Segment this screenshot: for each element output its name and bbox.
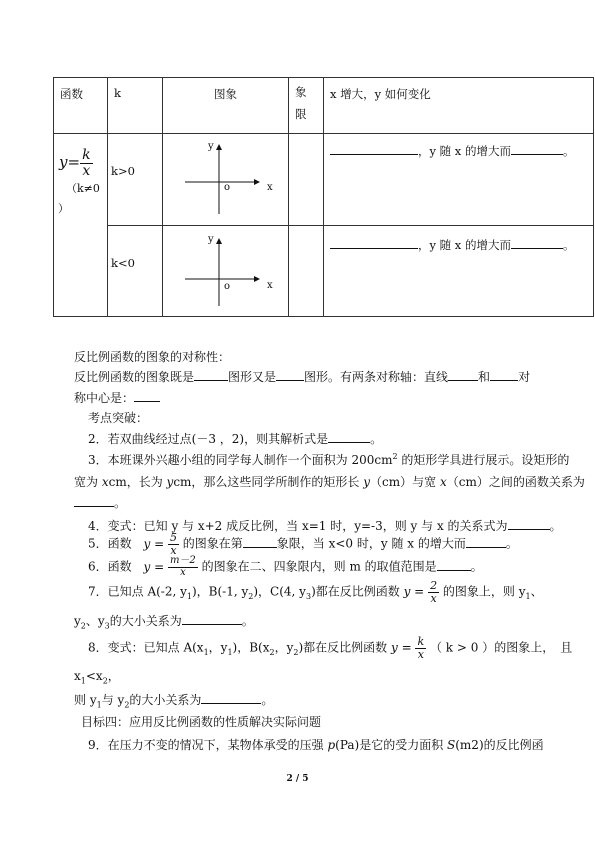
question-8-line1: 8．变式：已知点 $A(x_1$，$y_1$)，$B(x_2$，$y_2$)都在反比例函数 y = $\frac{k}{x}$ （ k > 0 ）的图象上， 且 [88, 635, 573, 661]
blank [511, 142, 563, 155]
header-function: 函数 [54, 78, 108, 134]
x-axis-label: x [267, 182, 273, 193]
header-quadrant: 象限 [289, 78, 324, 134]
question-2: 2．若双曲线经过点(－3 ，2)，则其解析式是 。 [88, 432, 383, 446]
axes-negative [163, 226, 288, 316]
blank [511, 236, 563, 249]
header-change: x 增大，y 如何变化 [324, 78, 594, 134]
blank [74, 494, 114, 507]
symmetry-heading: 反比例函数的图象的对称性： [74, 350, 231, 364]
blank [276, 368, 304, 381]
change-negative-cell: ，y 随 x 的增大而 。 [324, 226, 594, 317]
question-3-line2: 宽为 xcm，长为 ycm，那么这些同学所制作的矩形长 y（cm）与宽 x（cm）之间的函数关系为 [74, 475, 585, 489]
goal-four-heading: 目标四：应用反比例函数的性质解决实际问题 [81, 715, 322, 729]
quadrant-positive-cell [289, 134, 324, 226]
blank [194, 368, 228, 381]
question-7-line1: 7．已知点 A(-2, $y_1$)，B(-1, $y_2$)，C(4, $y_3$)都在反比例函数 y = $\frac{2}{x}$ 的图象上，则 $y_1$、 [88, 579, 543, 605]
blank [201, 691, 261, 704]
change-positive-cell: ，y 随 x 的增大而 。 [324, 134, 594, 226]
header-k: k [108, 78, 163, 134]
header-graph: 图象 [163, 78, 289, 134]
axes-positive [163, 134, 288, 225]
quadrant-negative-cell [289, 226, 324, 317]
blank [330, 142, 418, 155]
question-6: 6．函数 y = $\frac{m-2}{x}$ 的图象在二、四象限内，则 m 的取值范围是 。 [88, 555, 483, 578]
question-7-line2: $y_2$、$y_3$的大小关系为 。 [74, 614, 254, 631]
question-5: 5．函数 y = $\frac{5}{x}$ 的图象在第 象限，当 x<0 时，y 随 x 的增大而 。 [88, 531, 518, 557]
y-axis-label: y [208, 234, 214, 245]
blank [330, 236, 418, 249]
page-number: 2 / 5 [286, 774, 309, 784]
y-axis-label: y [208, 141, 214, 152]
origin-label: o [224, 182, 231, 193]
function-formula-cell: y= $\frac{k}{x}$ （k≠0 ） [54, 134, 108, 317]
key-points-heading: 考点突破： [88, 411, 149, 425]
blank [182, 612, 242, 625]
blank [243, 535, 277, 548]
blank [448, 368, 478, 381]
k-negative-cell: k<0 [108, 226, 163, 317]
question-8-line2: $x_1<x_2$， [74, 669, 120, 686]
question-3-line3: 。 [74, 494, 126, 511]
x-axis-label: x [267, 280, 273, 291]
origin-label: o [224, 281, 231, 292]
graph-positive-cell [163, 134, 289, 226]
function-table [53, 77, 594, 317]
blank [466, 535, 506, 548]
k-positive-cell: k>0 [108, 134, 163, 226]
question-3-line1: 3．本班课外兴趣小组的同学每人制作一个面积为 $200cm^2$ 的矩形学具进行展示。设矩形的 [88, 452, 570, 467]
question-4: 4．变式：已知 y 与 x+2 成反比例，当 x=1 时，y=-3，则 y 与 x 的关系式为 。 [88, 519, 562, 533]
blank [508, 517, 550, 530]
blank [134, 389, 160, 402]
question-9: 9．在压力不变的情况下，某物体承受的压强 p(Pa)是它的受力面积 S(m2)的反比例函 [88, 738, 544, 752]
symmetry-center: 称中心是： [74, 389, 160, 406]
blank [328, 430, 370, 443]
graph-negative-cell [163, 226, 289, 317]
symmetry-line: 反比例函数的图象既是 图形又是 图形。有两条对称轴：直线 和 对 [74, 370, 531, 384]
question-8-line3: 则 $y_1$与 $y_2$的大小关系为 。 [74, 693, 274, 710]
blank [437, 558, 471, 571]
blank [490, 368, 518, 381]
